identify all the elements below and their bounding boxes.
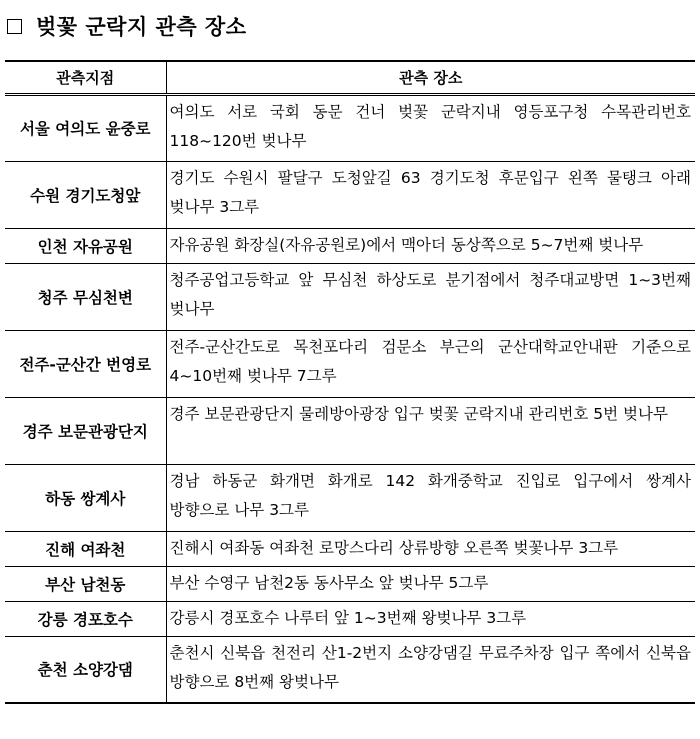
table-row [5,330,695,397]
table-row [5,228,695,263]
table-row [5,94,695,161]
site-name: 청주 무심천변 [5,263,166,330]
table-row [5,601,695,636]
page-title-text: 벚꽃 군락지 관측 장소 [36,15,247,39]
table-row [5,263,695,330]
site-location: 여의도 서로 국회 동문 건너 벚꽃 군락지내 영등포구청 수목관리번호 118~120번 벚나무 [166,94,695,161]
site-location: 자유공원 화장실(자유공원로)에서 맥아더 동상쪽으로 5~7번째 벚나무 [166,228,695,263]
site-location: 강릉시 경포호수 나루터 앞 1~3번째 왕벚나무 3그루 [166,601,695,636]
site-location: 경기도 수원시 팔달구 도청앞길 63 경기도청 후문입구 왼쪽 물탱크 아래 벚나무 3그루 [166,161,695,228]
observation-sites-table [5,60,695,704]
page-title [7,8,247,44]
site-location: 전주-군산간도로 목천포다리 검문소 부근의 군산대학교안내판 기준으로 4~10번째 벚나무 7그루 [166,330,695,397]
site-name: 하동 쌍계사 [5,464,166,531]
site-name: 부산 남천동 [5,566,166,601]
site-name: 인천 자유공원 [5,228,166,263]
header-location: 관측 장소 [166,61,695,94]
table-header-row [5,61,695,94]
site-location: 경남 하동군 화개면 화개로 142 화개중학교 진입로 입구에서 쌍계사 방향으로 나무 3그루 [166,464,695,531]
site-location: 부산 수영구 남천2동 동사무소 앞 벚나무 5그루 [166,566,695,601]
site-name: 수원 경기도청앞 [5,161,166,228]
table-row [5,161,695,228]
site-location: 춘천시 신북읍 천전리 산1-2번지 소양강댐길 무료주차장 입구 쪽에서 신북읍 방향으로 8번째 왕벚나무 [166,636,695,703]
site-location: 경주 보문관광단지 물레방아광장 입구 벚꽃 군락지내 관리번호 5번 벚나무 [166,397,695,464]
site-name: 경주 보문관광단지 [5,397,166,464]
site-name: 강릉 경포호수 [5,601,166,636]
table-row [5,566,695,601]
header-site: 관측지점 [5,61,166,94]
table-row [5,636,695,703]
table-row [5,464,695,531]
site-name: 춘천 소양강댐 [5,636,166,703]
site-name: 서울 여의도 윤중로 [5,94,166,161]
site-location: 진해시 여좌동 여좌천 로망스다리 상류방향 오른쪽 벚꽃나무 3그루 [166,531,695,566]
site-location: 청주공업고등학교 앞 무심천 하상도로 분기점에서 청주대교방면 1~3번째 벚나무 [166,263,695,330]
site-name: 전주-군산간 번영로 [5,330,166,397]
table-row [5,397,695,464]
site-name: 진해 여좌천 [5,531,166,566]
checkbox-square-icon [7,19,22,34]
table-row [5,531,695,566]
